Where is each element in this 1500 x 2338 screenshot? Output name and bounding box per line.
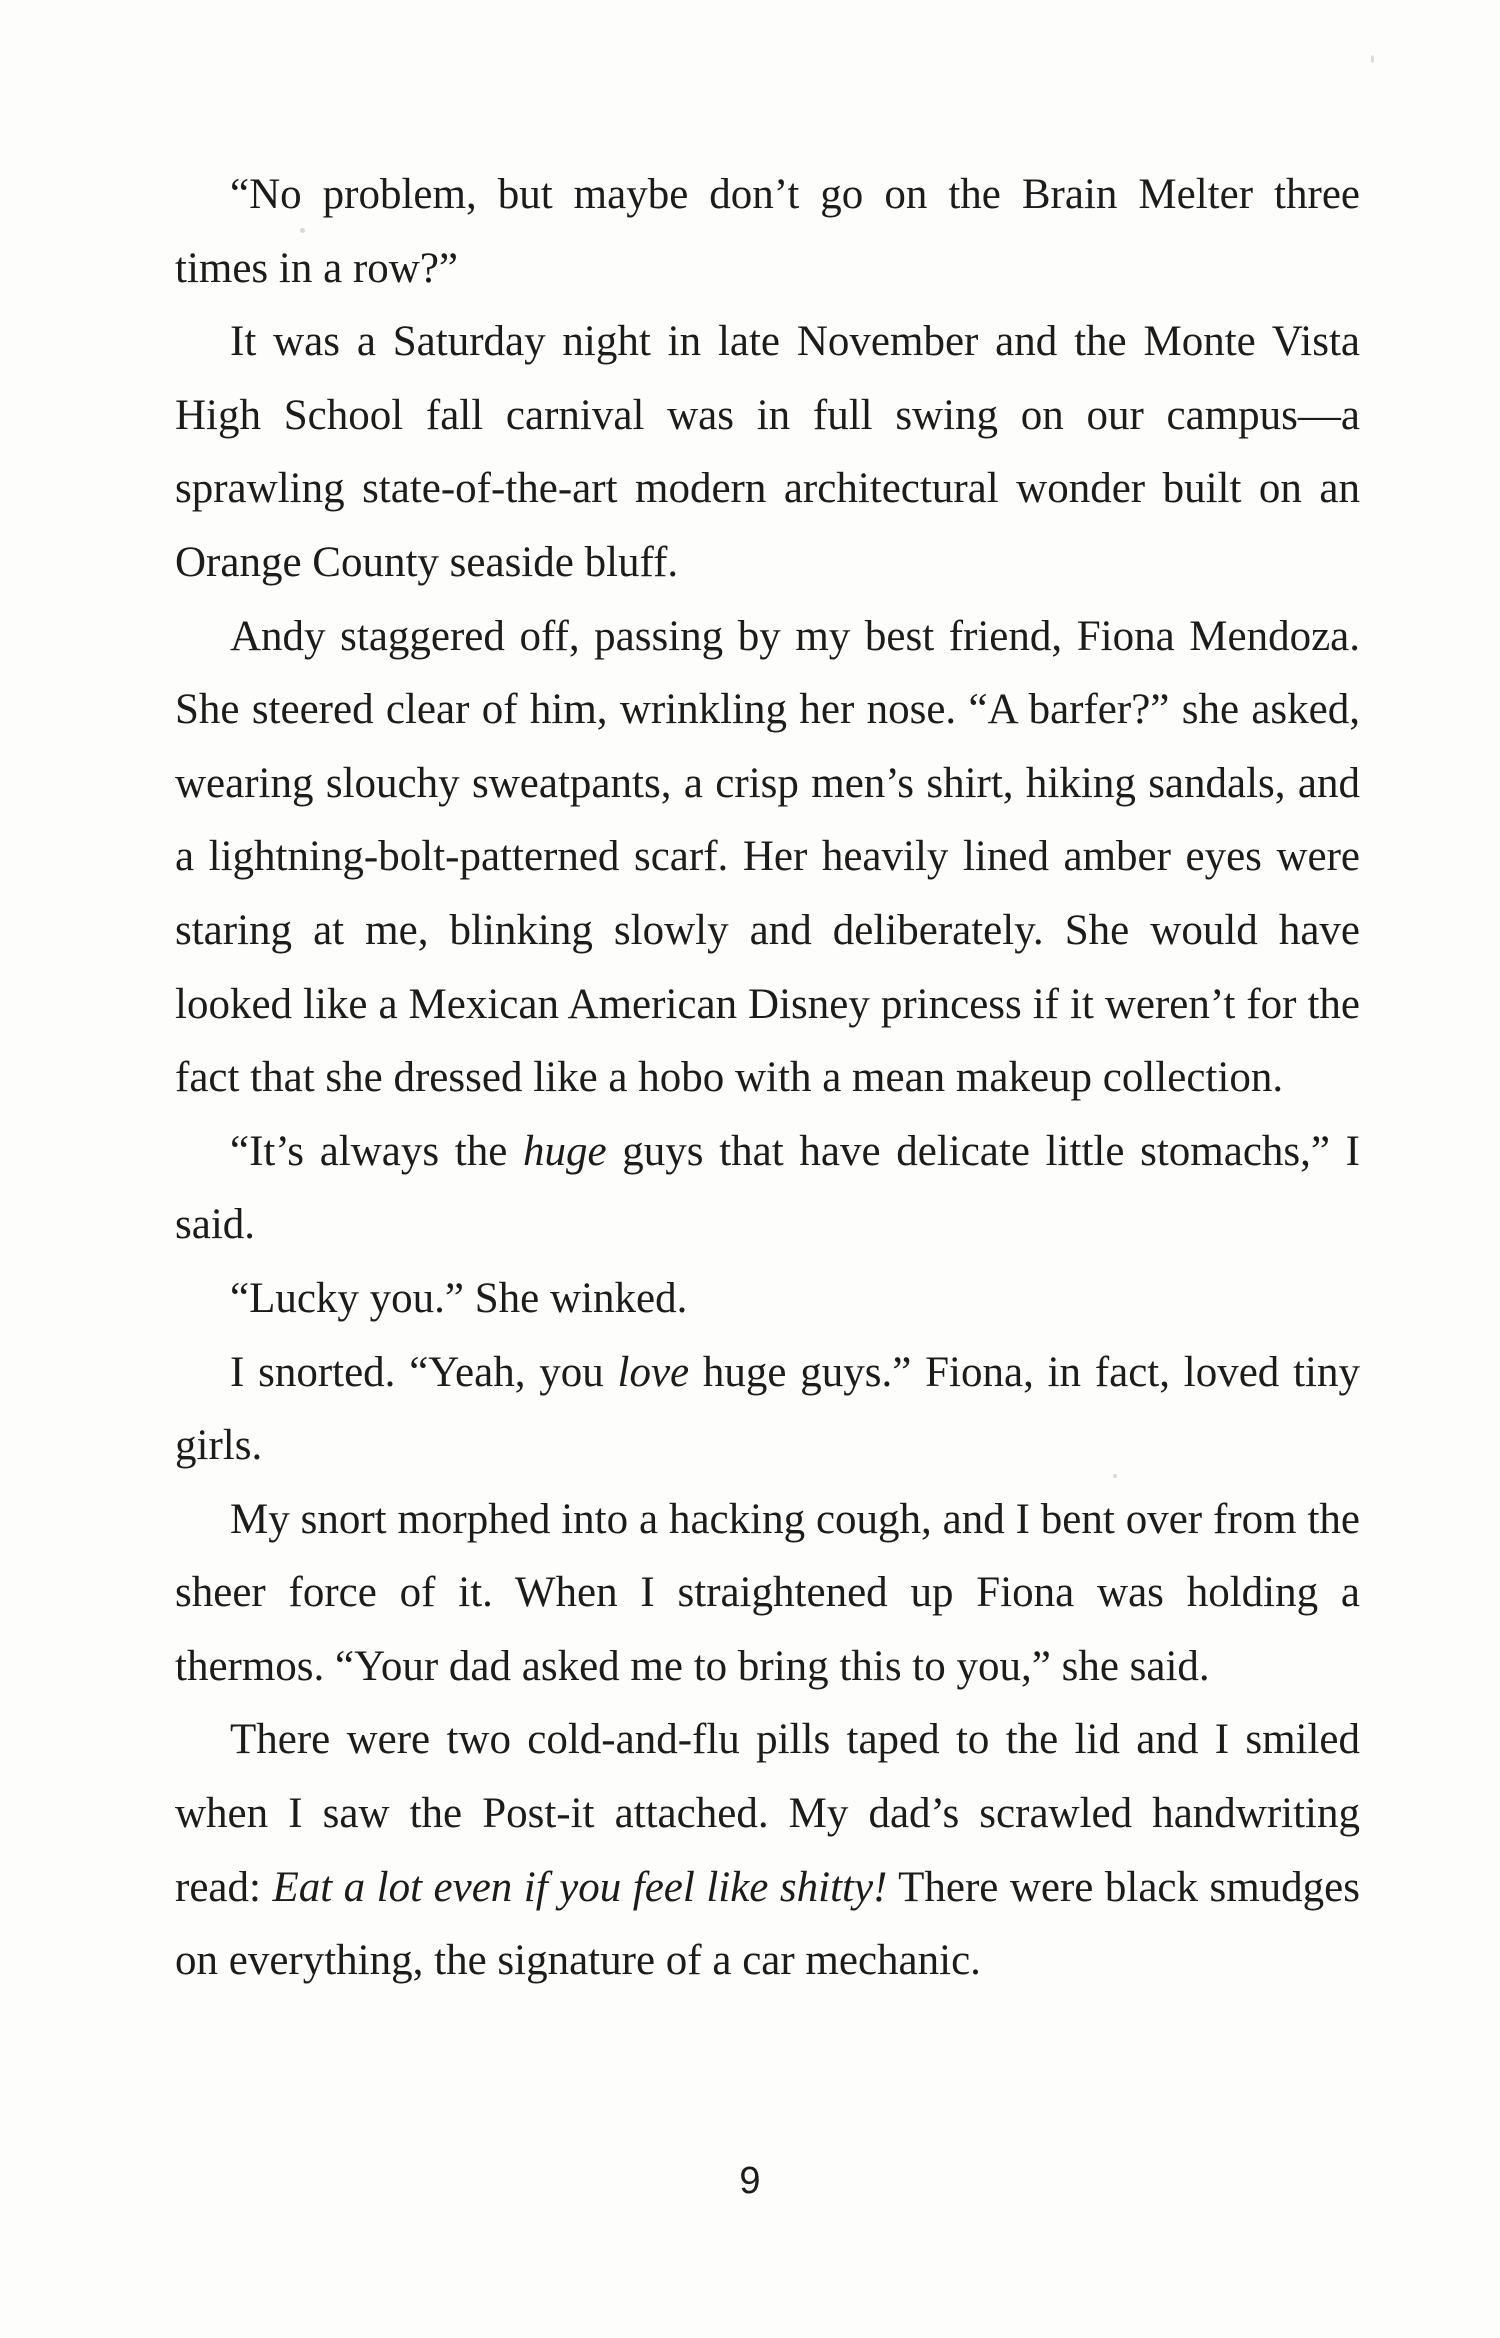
paragraph: [175, 1703, 1360, 1997]
text-run: “No problem, but maybe don’t go on the Brain Melter three times in a row?”: [175, 171, 1360, 292]
text-run: There were two cold-and-flu pills taped to the lid and I smiled when I saw the Post-it attached. My dad’s scrawled handwriting read:: [175, 1716, 1360, 1911]
text-run: guys that have delicate little stomachs,” I said.: [175, 1127, 1360, 1249]
text-run: I snorted. “Yeah, you: [230, 1348, 618, 1396]
text-run: Andy staggered off, passing by my best friend, Fiona Mendoza. She steered clear of him, wrinkling her nose. “A barfer?” she asked, wearing slouchy sweatpants, a crisp men’s shirt, hiking sandals, and a lightning-bolt-patterned scarf. Her heavily lined amber eyes were staring at me, blinking slowly and deliberately. She would have looked like a Mexican American Disney princess if it weren’t for the fact that she dressed like a hobo with a mean makeup collection.: [175, 612, 1360, 1102]
body-text: [175, 158, 1360, 1998]
paragraph: [175, 305, 1360, 599]
text-run: There were black smudges on everything, the signature of a car mechanic.: [175, 1863, 1361, 1985]
paragraph: [175, 158, 1360, 305]
italic-text: love: [617, 1348, 690, 1396]
scan-speck: [1371, 55, 1374, 63]
scan-speck: [300, 228, 305, 233]
italic-text: Eat a lot even if you feel like shitty!: [272, 1863, 888, 1911]
paragraph: [175, 1262, 1360, 1336]
page-number: 9: [739, 2160, 761, 2202]
paragraph: [175, 1115, 1360, 1262]
text-run: “It’s always the: [230, 1127, 524, 1175]
paragraph: [175, 600, 1360, 1115]
text-run: “Lucky you.” She winked.: [230, 1274, 688, 1322]
text-run: My snort morphed into a hacking cough, and I bent over from the sheer force of it. When I straightened up Fiona was holding a thermos. “Your dad asked me to bring this to you,” she said.: [175, 1495, 1360, 1690]
scan-speck: [1113, 1474, 1117, 1478]
italic-text: huge: [523, 1127, 607, 1175]
paragraph: [175, 1483, 1360, 1704]
paragraph: [175, 1336, 1360, 1483]
text-run: huge guys.” Fiona, in fact, loved tiny girls.: [175, 1348, 1360, 1470]
text-run: It was a Saturday night in late November and the Monte Vista High School fall carnival was in full swing on our campus—a sprawling state-of-the-art modern architectural wonder built on an Orange County seaside bluff.: [175, 318, 1360, 586]
